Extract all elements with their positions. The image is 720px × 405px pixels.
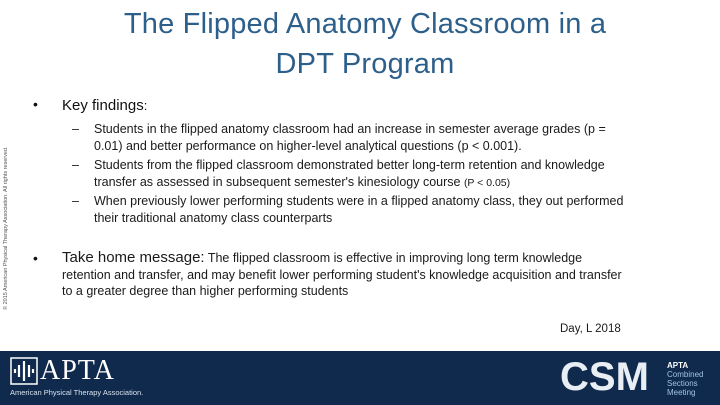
finding-text [94,157,634,191]
slide-title [60,4,670,84]
finding-item [72,193,632,227]
take-home-text: The flipped classroom is effective in improving long term knowledge retention and transfer, and may benefit lower performing student's knowledge acquisition and transfer to a greater degree than higher performing students [62,251,622,298]
csm-tagline [667,361,717,397]
title-line-2: DPT Program [275,48,455,80]
copyright-vertical: © 2015 American Physical Therapy Association. All rights reserved. [3,146,9,310]
finding-text: Students in the flipped anatomy classroom had an increase in semester average grades (p = 0.01) and better performance on higher-level analytical questions (p < 0.001). [94,122,606,153]
dash-marker: – [72,158,79,172]
apta-logo [10,355,144,397]
csm-line: Meeting [667,388,696,397]
finding-pvalue: (P < 0.05) [463,176,511,189]
take-home-message [62,250,622,300]
finding-text: When previously lower performing students were in a flipped anatomy class, they out performed their traditional anatomy class counterparts [94,194,624,225]
citation: Day, L 2018 [560,323,621,335]
apta-emblem-icon [10,357,38,385]
key-findings-heading [62,97,147,114]
csm-logo [560,357,720,401]
title-line-1: The Flipped Anatomy Classroom in a [123,8,607,40]
bullet-marker: • [33,250,38,266]
dash-marker: – [72,194,79,208]
apta-wordmark: APTA [40,355,115,386]
finding-item [72,157,632,191]
csm-line: Combined [667,370,704,379]
take-home-label: Take home message: [62,249,205,266]
dash-marker: – [72,122,79,136]
apta-tagline: American Physical Therapy Association. [10,388,144,397]
csm-wordmark: CSM [560,355,649,399]
csm-line: Sections [667,379,698,388]
key-findings-label: Key findings [62,97,144,114]
finding-text-main: Students from the flipped classroom demonstrated better long-term retention and knowledge transfer as assessed in subsequent semester's kinesiology course [94,158,605,189]
csm-brand: APTA [667,361,689,370]
footer-bar [0,351,720,405]
bullet-marker: • [33,96,38,112]
key-findings-colon: : [143,98,148,113]
finding-item [72,121,632,155]
